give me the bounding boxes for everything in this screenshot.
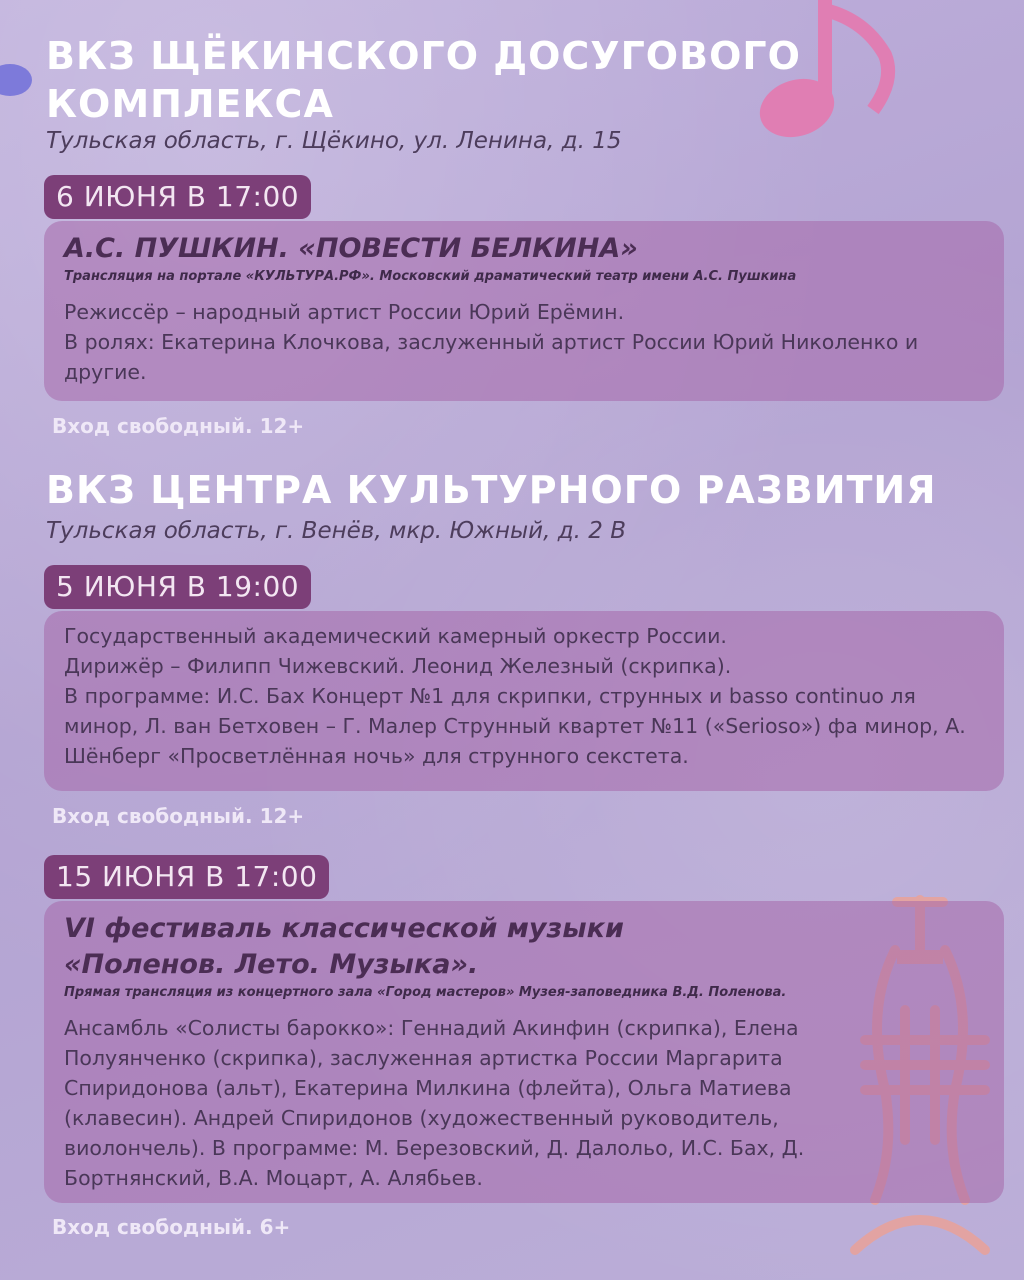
event-title: А.С. ПУШКИН. «ПОВЕСТИ БЕЛКИНА» — [64, 233, 638, 264]
event-subtitle: Трансляция на портале «КУЛЬТУРА.РФ». Московский драматический театр имени А.С. Пушкина — [64, 269, 797, 284]
venue-address: Тульская область, г. Щёкино, ул. Ленина, д. 15 — [46, 128, 622, 154]
event-date-badge: 15 ИЮНЯ В 17:00 — [44, 855, 329, 899]
venue-title: ВКЗ ЦЕНТРА КУЛЬТУРНОГО РАЗВИТИЯ — [46, 468, 937, 512]
event-card — [44, 901, 1004, 1203]
event-description: Ансамбль «Солисты барокко»: Геннадий Акинфин (скрипка), Елена Полуянченко (скрипка), заслуженная артистка России Маргарита Спиридонова (альт), Екатерина Милкина (флейта), Ольга Матиева (клавесин). Андрей Спиридонов (художественный руководитель, виолончель). В программе: М. Березовский, Д. Далольо, И.С. Бах, Д. Бортнянский, В.А. Моцарт, А. Алябьев. — [64, 1016, 805, 1190]
music-note-fragment-icon — [0, 40, 50, 100]
venue-address: Тульская область, г. Венёв, мкр. Южный, д. 2 В — [46, 518, 626, 544]
event-date-badge: 6 ИЮНЯ В 17:00 — [44, 175, 311, 219]
event-description: Режиссёр – народный артист России Юрий Ерёмин. В ролях: Екатерина Клочкова, заслуженный артист России Юрий Николенко и другие. — [64, 300, 919, 384]
event-card — [44, 221, 1004, 401]
event-date-badge: 5 ИЮНЯ В 19:00 — [44, 565, 311, 609]
event-subtitle: Прямая трансляция из концертного зала «Город мастеров» Музея-заповедника В.Д. Поленова. — [64, 985, 787, 1000]
entry-note: Вход свободный. 12+ — [52, 414, 305, 438]
venue-title: ВКЗ ЩЁКИНСКОГО ДОСУГОВОГО КОМПЛЕКСА — [46, 34, 801, 126]
event-title: VI фестиваль классической музыки «Поленов. Лето. Музыка». — [64, 913, 624, 980]
event-card — [44, 611, 1004, 791]
entry-note: Вход свободный. 6+ — [52, 1215, 291, 1239]
event-description: Государственный академический камерный оркестр России. Дирижёр – Филипп Чижевский. Леонид Железный (скрипка). В программе: И.С. Бах Концерт №1 для скрипки, струнных и basso continuo ля минор, Л. ван Бетховен – Г. Малер Струнный квартет №11 («Serioso») фа минор, А. Шёнберг «Просветлённая ночь» для струнного секстета. — [64, 624, 966, 768]
entry-note: Вход свободный. 12+ — [52, 804, 305, 828]
